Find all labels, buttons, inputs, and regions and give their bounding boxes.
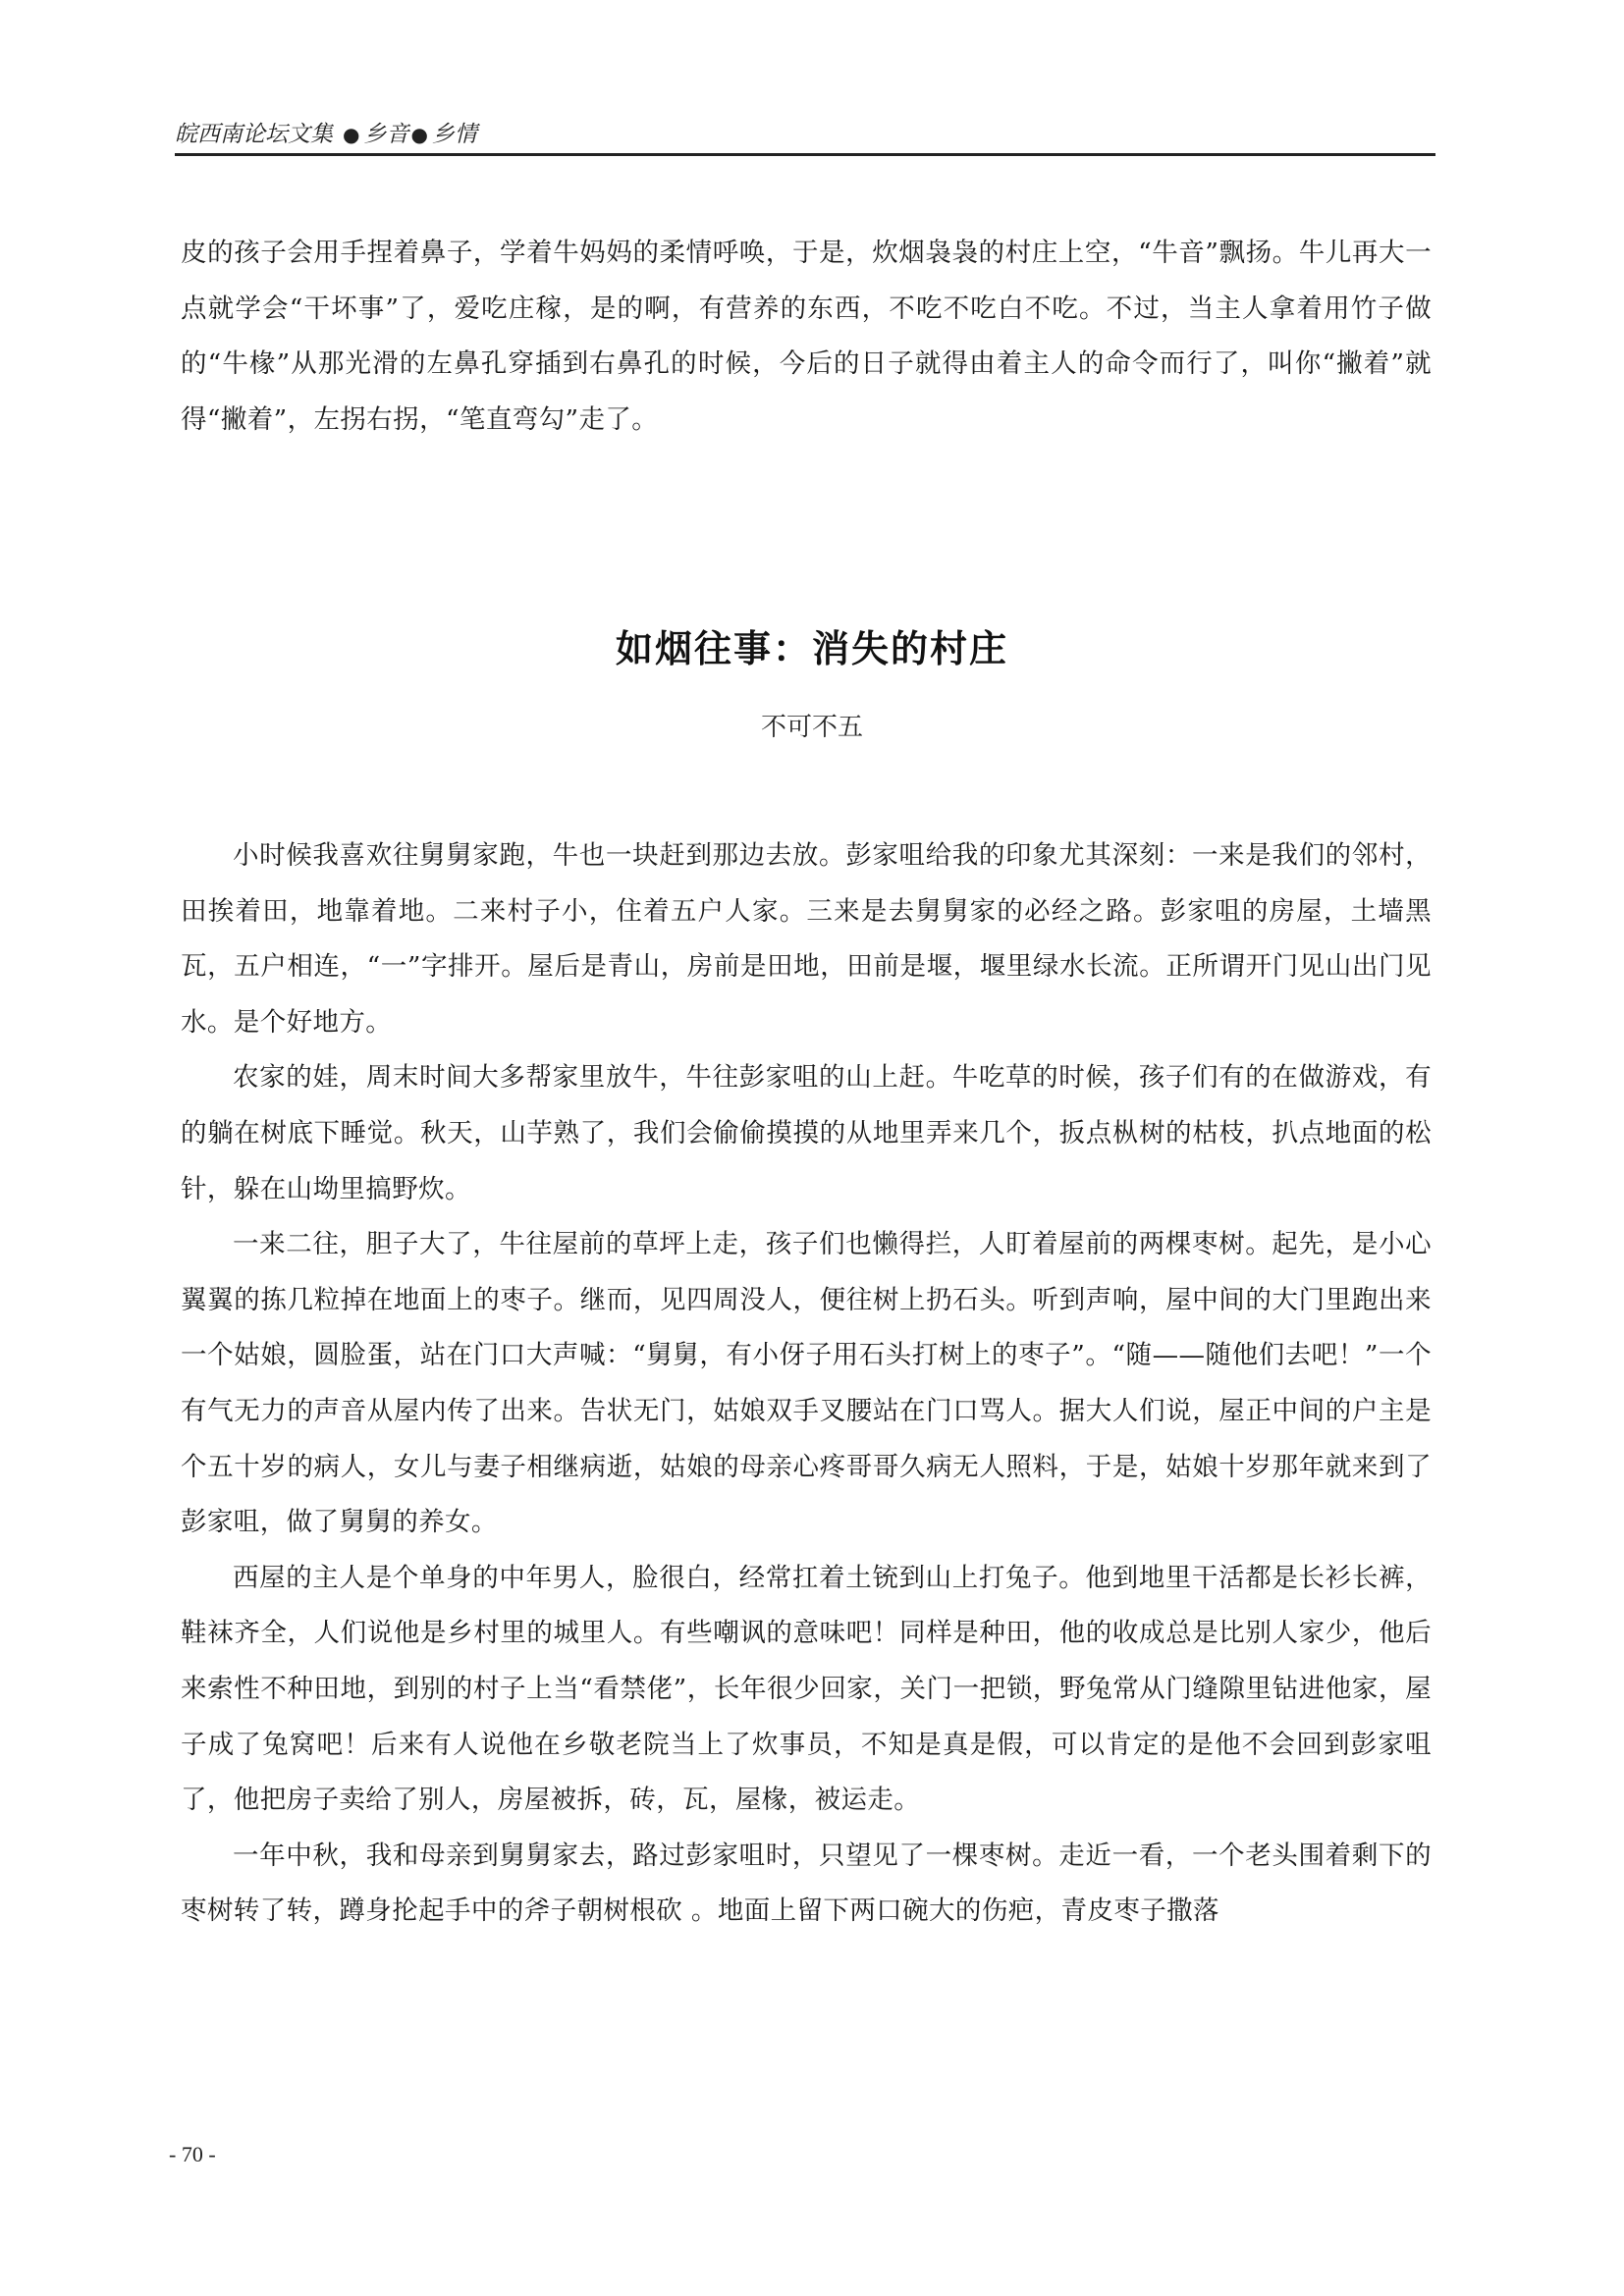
article-body [181, 828, 1432, 1940]
running-header [175, 114, 1435, 156]
bullet-dot-icon: ● [343, 123, 360, 146]
body-paragraph: 一年中秋，我和母亲到舅舅家去，路过彭家咀时，只望见了一棵枣树。走近一看，一个老头围着剩下的枣树转了转，蹲身抡起手中的斧子朝树根砍 。地面上留下两口碗大的伤疤，青皮枣子撒落 [181, 1840, 1432, 1927]
header-section-2: 乡情 [431, 122, 477, 147]
article-title: 如烟往事：消失的村庄 [615, 627, 1008, 670]
header-collection-title: 皖西南论坛文集 [175, 122, 333, 147]
header-text [175, 116, 477, 148]
body-paragraph: 农家的娃，周末时间大多帮家里放牛，牛往彭家咀的山上赶。牛吃草的时候，孩子们有的在做游戏，有的躺在树底下睡觉。秋天，山芋熟了，我们会偷偷摸摸的从地里弄来几个，扳点枞树的枯枝，扒点地面的松针，躲在山坳里搞野炊。 [181, 1062, 1432, 1204]
body-paragraph: 一来二往，胆子大了，牛往屋前的草坪上走，孩子们也懒得拦，人盯着屋前的两棵枣树。起先，是小心翼翼的拣几粒掉在地面上的枣子。继而，见四周没人，便往树上扔石头。听到声响，屋中间的大门里跑出来一个姑娘，圆脸蛋，站在门口大声喊：“舅舅，有小伢子用石头打树上的枣子”。“随——随他们去吧！”一个有气无力的声音从屋内传了出来。告状无门，姑娘双手叉腰站在门口骂人。据大人们说，屋正中间的户主是个五十岁的病人，女儿与妻子相继病逝，姑娘的母亲心疼哥哥久病无人照料，于是，姑娘十岁那年就来到了彭家咀，做了舅舅的养女。 [181, 1229, 1432, 1538]
continuation-text [181, 226, 1432, 448]
header-section-1: 乡音 [363, 122, 409, 147]
body-paragraph: 西屋的主人是个单身的中年男人，脸很白，经常扛着土铳到山上打兔子。他到地里干活都是长衫长裤，鞋袜齐全，人们说他是乡村里的城里人。有些嘲讽的意味吧！同样是种田，他的收成总是比别人家少，他后来索性不种田地，到别的村子上当“看禁佬”，长年很少回家，关门一把锁，野兔常从门缝隙里钻进他家，屋子成了兔窝吧！后来有人说他在乡敬老院当上了炊事员，不知是真是假，可以肯定的是他不会回到彭家咀了，他把房子卖给了别人，房屋被拆，砖，瓦，屋椽，被运走。 [181, 1562, 1432, 1816]
continuation-paragraph: 皮的孩子会用手捏着鼻子，学着牛妈妈的柔情呼唤，于是，炊烟袅袅的村庄上空，“牛音”飘扬。牛儿再大一点就学会“干坏事”了，爱吃庄稼，是的啊，有营养的东西，不吃不吃白不吃。不过，当主人拿着用竹子做的“牛椽”从那光滑的左鼻孔穿插到右鼻孔的时候，今后的日子就得由着主人的命令而行了，叫你“撇着”就得“撇着”，左拐右拐，“笔直弯勾”走了。 [181, 238, 1432, 435]
body-paragraph: 小时候我喜欢往舅舅家跑，牛也一块赶到那边去放。彭家咀给我的印象尤其深刻：一来是我们的邻村，田挨着田，地靠着地。二来村子小，住着五户人家。三来是去舅舅家的必经之路。彭家咀的房屋，土墙黑瓦，五户相连，“一”字排开。屋后是青山，房前是田地，田前是堰，堰里绿水长流。正所谓开门见山出门见水。是个好地方。 [181, 840, 1432, 1038]
article-author: 不可不五 [760, 713, 863, 742]
page-number: - 70 - [169, 2142, 216, 2166]
bullet-dot-icon: ● [410, 123, 428, 146]
